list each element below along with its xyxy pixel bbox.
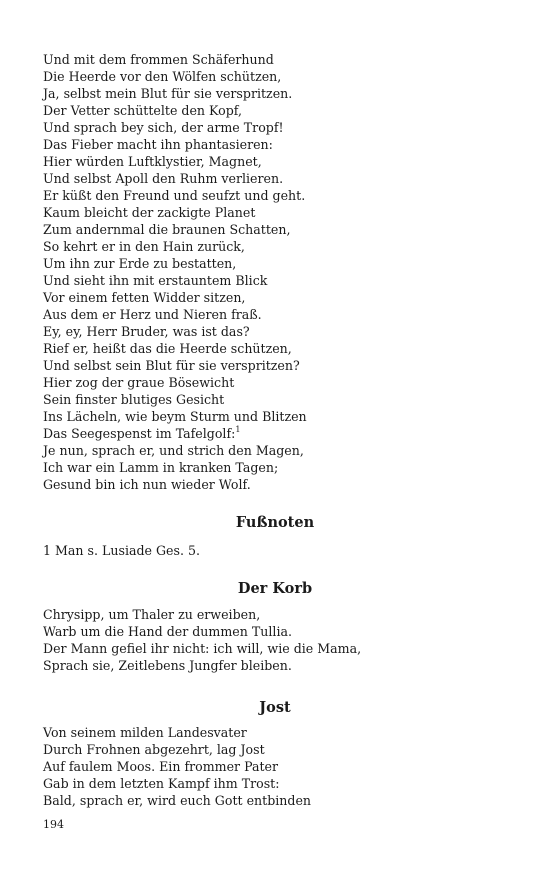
text-line (43, 272, 510, 289)
text-line (43, 340, 510, 357)
text-line (43, 775, 510, 792)
footnote-marker[interactable]: 1 (235, 425, 241, 434)
line-text: Sprach sie, Zeitlebens Jungfer bleiben. (43, 658, 292, 673)
line-text: So kehrt er in den Hain zurück, (43, 239, 245, 254)
line-text: Auf faulem Moos. Ein frommer Pater (43, 759, 279, 774)
line-text: Er küßt den Freund und seufzt und geht. (43, 188, 306, 203)
text-line (43, 724, 510, 741)
line-text: Um ihn zur Erde zu bestatten, (43, 256, 237, 271)
text-line (43, 204, 510, 221)
line-text: Und mit dem frommen Schäferhund (43, 52, 274, 67)
poem-der-korb (43, 606, 510, 674)
line-text: Das Fieber macht ihn phantasieren: (43, 137, 273, 152)
line-text: Bald, sprach er, wird euch Gott entbinden (43, 793, 312, 808)
poem-continued (43, 51, 510, 493)
line-text: Vor einem fetten Widder sitzen, (43, 290, 246, 305)
line-text: Gab in dem letzten Kampf ihm Trost: (43, 776, 280, 791)
line-text: Von seinem milden Landesvater (43, 725, 247, 740)
text-line (43, 136, 510, 153)
line-text: Aus dem er Herz und Nieren fraß. (43, 307, 262, 322)
line-text: Der Vetter schüttelte den Kopf, (43, 103, 242, 118)
text-line (43, 170, 510, 187)
text-line (43, 391, 510, 408)
text-line (43, 408, 510, 425)
line-text: Gesund bin ich nun wieder Wolf. (43, 477, 251, 492)
line-text: Das Seegespenst im Tafelgolf: (43, 426, 236, 441)
page-number: 194 (43, 818, 64, 831)
text-line (43, 68, 510, 85)
text-line (43, 640, 510, 657)
text-line (43, 102, 510, 119)
text-line (43, 542, 510, 559)
text-line (43, 657, 510, 674)
text-line (43, 153, 510, 170)
text-line (43, 238, 510, 255)
line-text: Und sieht ihn mit erstauntem Blick (43, 273, 268, 288)
line-text: Rief er, heißt das die Heerde schützen, (43, 341, 292, 356)
footnotes-list (43, 542, 510, 559)
text-line (43, 623, 510, 640)
poem-title-jost: Jost (259, 699, 291, 716)
line-text: Hier würden Luftklystier, Magnet, (43, 154, 262, 169)
text-line (43, 306, 510, 323)
line-text: Kaum bleicht der zackigte Planet (43, 205, 256, 220)
line-text: Der Mann gefiel ihr nicht: ich will, wie die Mama, (43, 641, 362, 656)
text-line (43, 119, 510, 136)
text-line (43, 255, 510, 272)
text-line (43, 792, 510, 809)
line-text: Ey, ey, Herr Bruder, was ist das? (43, 324, 250, 339)
line-text: Und sprach bey sich, der arme Tropf! (43, 120, 284, 135)
line-text: Und selbst sein Blut für sie verspritzen? (43, 358, 300, 373)
line-text: Chrysipp, um Thaler zu erweiben, (43, 607, 261, 622)
text-line (43, 758, 510, 775)
text-line (43, 425, 510, 442)
line-text: Und selbst Apoll den Ruhm verlieren. (43, 171, 284, 186)
poem-title-der-korb: Der Korb (237, 580, 313, 597)
line-text: Ja, selbst mein Blut für sie verspritzen. (43, 86, 293, 101)
line-text: Die Heerde vor den Wölfen schützen, (43, 69, 282, 84)
text-line (43, 323, 510, 340)
text-line (43, 357, 510, 374)
text-line (43, 221, 510, 238)
footnotes-heading: Fußnoten (235, 514, 315, 531)
text-line (43, 85, 510, 102)
line-text: Je nun, sprach er, und strich den Magen, (43, 443, 304, 458)
line-text: Sein finster blutiges Gesicht (43, 392, 225, 407)
text-line (43, 442, 510, 459)
line-text: Zum andernmal die braunen Schatten, (43, 222, 291, 237)
line-text: Ins Lächeln, wie beym Sturm und Blitzen (43, 409, 307, 424)
line-text: 1 Man s. Lusiade Ges. 5. (43, 543, 200, 558)
text-line (43, 374, 510, 391)
line-text: Warb um die Hand der dummen Tullia. (43, 624, 292, 639)
text-line (43, 476, 510, 493)
text-line (43, 741, 510, 758)
text-line (43, 289, 510, 306)
text-line (43, 606, 510, 623)
text-line (43, 459, 510, 476)
text-line (43, 187, 510, 204)
line-text: Hier zog der graue Bösewicht (43, 375, 235, 390)
line-text: Durch Frohnen abgezehrt, lag Jost (43, 742, 265, 757)
text-line (43, 51, 510, 68)
poem-jost (43, 724, 510, 809)
line-text: Ich war ein Lamm in kranken Tagen; (43, 460, 279, 475)
